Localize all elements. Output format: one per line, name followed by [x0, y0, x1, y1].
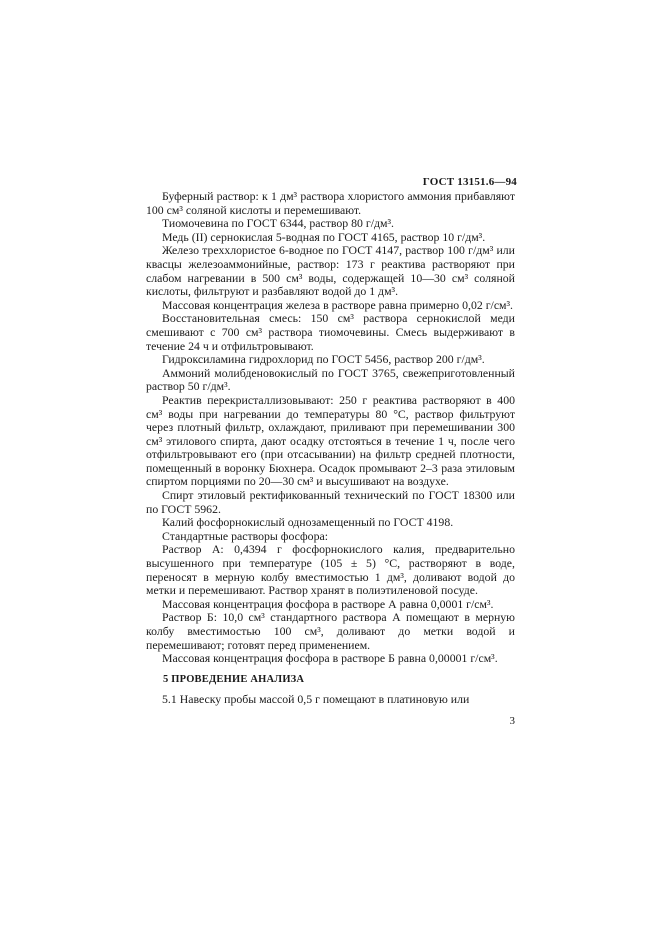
paragraph-iron-concentration: Массовая концентрация железа в растворе равна примерно 0,02 г/см³.	[162, 297, 514, 312]
paragraph-solution-b-concentration: Массовая концентрация фосфора в растворе Б равна 0,00001 г/см³.	[162, 651, 498, 666]
paragraph-standard-solutions: Стандартные растворы фосфора:	[162, 528, 328, 543]
paragraph-ammonium-molybdate: Аммоний молибденовокислый по ГОСТ 3765, свежеприготовленный раствор 50 г/дм³.	[146, 365, 515, 394]
paragraph-solution-b: Раствор Б: 10,0 см³ стандартного раствора А помещают в мерную колбу вместимостью 100 см³, доливают до метки водой и перемешивают; готовят перед применением.	[146, 610, 515, 652]
paragraph-buffer-solution: Буферный раствор: к 1 дм³ раствора хлористого аммония прибавляют 100 см³ соляной кислоты и перемешивают.	[146, 189, 515, 217]
paragraph-thiourea: Тиомочевина по ГОСТ 6344, раствор 80 г/дм³.	[162, 216, 394, 231]
paragraph-5-1: 5.1 Навеску пробы массой 0,5 г помещают в платиновую или	[162, 692, 470, 706]
paragraph-copper-sulfate: Медь (II) сернокислая 5-водная по ГОСТ 4165, раствор 10 г/дм³.	[162, 229, 486, 244]
paragraph-hydroxylamine: Гидроксиламина гидрохлорид по ГОСТ 5456, раствор 200 г/дм³.	[162, 352, 485, 367]
document-body	[146, 190, 515, 666]
document-code-header: ГОСТ 13151.6—94	[422, 176, 517, 188]
section-title: 5 ПРОВЕДЕНИЕ АНАЛИЗА	[163, 674, 305, 685]
paragraph-ethyl-alcohol: Спирт этиловый ректификованный технический по ГОСТ 18300 или по ГОСТ 5962.	[146, 488, 515, 516]
paragraph-solution-a: Раствор А: 0,4394 г фосфорнокислого калия, предварительно высушенного при температуре (105 ± 5) °С, растворяют в воде, переносят в мерную колбу вместимостью 1 дм³, доливают водой до метки и перемешивают. Раствор хранят в полиэтиленовой посуде.	[146, 542, 515, 598]
paragraph-reducing-mixture: Восстановительная смесь: 150 см³ раствора сернокислой меди смешивают с 700 см³ раствора тиомочевины. Смесь выдерживают в течение 24 ч и отфильтровывают.	[146, 311, 515, 353]
paragraph-potassium-phosphate: Калий фосфорнокислый однозамещенный по ГОСТ 4198.	[162, 515, 454, 530]
page-number: 3	[509, 715, 515, 727]
paragraph-solution-a-concentration: Массовая концентрация фосфора в растворе А равна 0,0001 г/см³.	[162, 596, 494, 611]
paragraph-recrystallization: Реактив перекристаллизовывают: 250 г реактива растворяют в 400 см³ воды при нагревании до температуры 80 °С, раствор фильтруют через плотный фильтр, охлаждают, приливают при перемешивании 300 см³ этилового спирта, дают осадку отстояться в течение 1 ч, после чего отфильтровывают его (при отсасывании) на фильтр средней плотности, помещенный в воронку Бюхнера. Осадок промывают 2–3 раза этиловым спиртом порциями по 20—30 см³ и высушивают на воздухе.	[146, 392, 515, 489]
paragraph-iron-chloride: Железо треххлористое 6-водное по ГОСТ 4147, раствор 100 г/дм³ или квасцы железоаммонийные, раствор: 173 г реактива растворяют при слабом нагревании в 500 см³ воды, содержащей 10—30 см³ соляной кислоты, фильтруют и разбавляют водой до 1 дм³.	[146, 243, 515, 299]
